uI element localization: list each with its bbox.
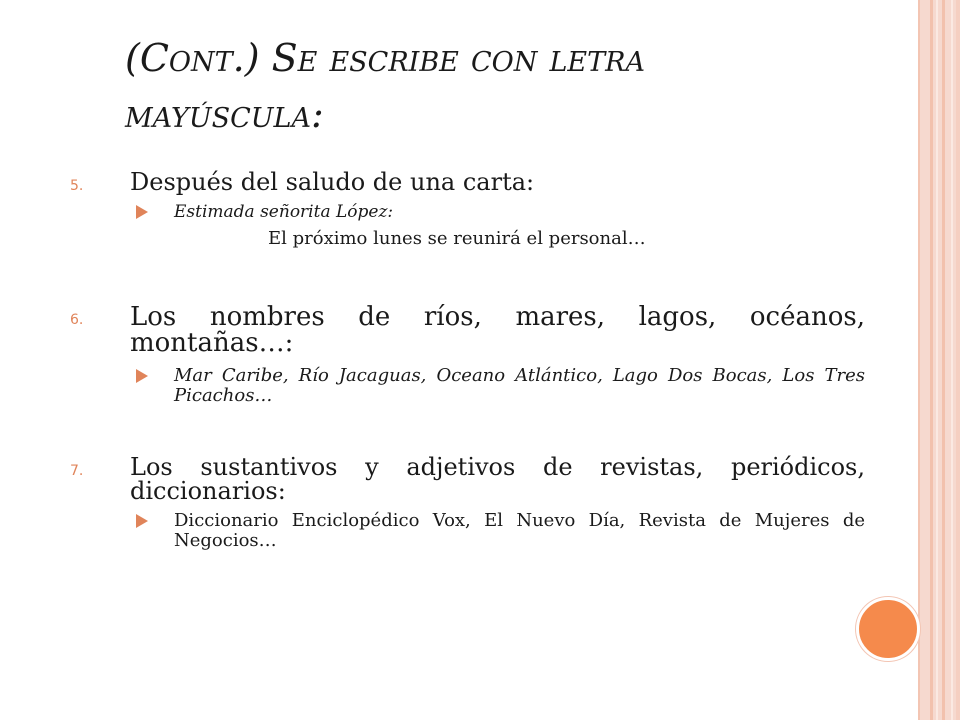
list-item xyxy=(70,455,865,551)
bullet-row xyxy=(136,366,865,406)
slide-title: (Cont.) Se escribe con letra mayúscula: xyxy=(125,36,645,136)
item-heading: Los nombres de ríos, mares, lagos, océanos, montañas…: xyxy=(130,302,865,358)
bullet-text: Diccionario Enciclopédico Vox, El Nuevo Día, Revista de Mujeres de Negocios… xyxy=(174,510,865,551)
item-number: 6. xyxy=(70,312,84,328)
stripe xyxy=(951,0,953,720)
stripe xyxy=(956,0,960,720)
arrow-bullet-icon xyxy=(136,514,148,528)
stripe xyxy=(930,0,933,720)
item-number: 5. xyxy=(70,178,84,194)
list-item xyxy=(70,304,865,406)
decorative-side-panel xyxy=(918,0,960,720)
arrow-bullet-icon xyxy=(136,205,148,219)
item-heading: Los sustantivos y adjetivos de revistas, periódicos, diccionarios: xyxy=(130,453,865,505)
arrow-bullet-icon xyxy=(136,369,148,383)
list-item xyxy=(70,170,865,250)
bullet-text: Estimada señorita López: xyxy=(174,202,394,222)
bullet-row xyxy=(136,202,865,222)
continuation-text: El próximo lunes se reunirá el personal… xyxy=(268,228,646,249)
stripe xyxy=(918,0,920,720)
decorative-circle xyxy=(856,597,920,661)
item-number: 7. xyxy=(70,463,84,479)
bullet-row xyxy=(136,511,865,551)
item-heading: Después del saludo de una carta: xyxy=(130,168,535,196)
bullet-text: Mar Caribe, Río Jacaguas, Oceano Atlántico, Lago Dos Bocas, Los Tres Picachos… xyxy=(174,365,865,406)
stripe xyxy=(942,0,945,720)
stripe xyxy=(936,0,938,720)
